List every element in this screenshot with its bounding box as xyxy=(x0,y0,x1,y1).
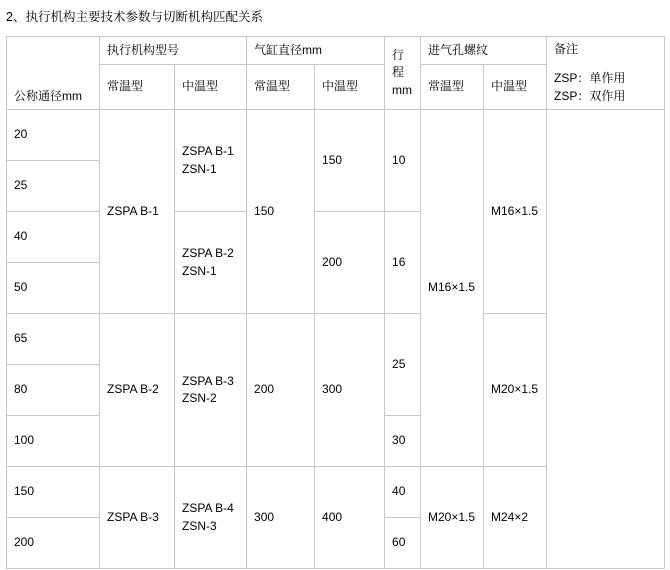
subheader-thread-medium: 中温型 xyxy=(484,65,547,110)
cell-thread-normal: M20×1.5 xyxy=(421,467,484,569)
cell-nominal-diameter: 65 xyxy=(7,314,100,365)
cell-cylinder-medium: 150 xyxy=(315,110,385,212)
header-remark xyxy=(547,37,665,110)
cell-cylinder-normal: 200 xyxy=(247,314,315,467)
header-air-inlet-thread: 进气孔螺纹 xyxy=(421,37,547,65)
remark-line-2: ZSP：双作用 xyxy=(554,88,626,103)
cell-nominal-diameter: 100 xyxy=(7,416,100,467)
cell-stroke: 30 xyxy=(385,416,421,467)
cell-actuator-normal: ZSPA B-2 xyxy=(100,314,175,467)
cell-cylinder-medium: 200 xyxy=(315,212,385,314)
table-row xyxy=(7,110,665,161)
cell-actuator-medium xyxy=(175,314,247,467)
cell-nominal-diameter: 25 xyxy=(7,161,100,212)
actuator-medium-line1: ZSPA B-3 xyxy=(182,373,234,388)
cell-cylinder-normal: 300 xyxy=(247,467,315,569)
cell-cylinder-medium: 400 xyxy=(315,467,385,569)
actuator-medium-line2: ZSN-1 xyxy=(182,161,217,176)
remark-line-1: ZSP：单作用 xyxy=(554,71,626,86)
cell-stroke: 16 xyxy=(385,212,421,314)
cell-nominal-diameter: 150 xyxy=(7,467,100,518)
cell-thread-medium: M20×1.5 xyxy=(484,314,547,467)
cell-thread-medium: M24×2 xyxy=(484,467,547,569)
header-cylinder-diameter: 气缸直径mm xyxy=(247,37,385,65)
cell-remark-body xyxy=(547,110,665,569)
cell-nominal-diameter: 40 xyxy=(7,212,100,263)
cell-thread-normal: M16×1.5 xyxy=(421,110,484,467)
actuator-medium-line2: ZSN-3 xyxy=(182,518,217,533)
cell-cylinder-medium: 300 xyxy=(315,314,385,467)
actuator-medium-line1: ZSPA B-2 xyxy=(182,246,234,261)
table-caption: 2、执行机构主要技术参数与切断机构匹配关系 xyxy=(6,10,263,24)
cell-actuator-normal: ZSPA B-1 xyxy=(100,110,175,314)
subheader-thread-normal: 常温型 xyxy=(421,65,484,110)
cell-actuator-medium xyxy=(175,467,247,569)
actuator-medium-line2: ZSN-1 xyxy=(182,263,217,278)
header-remark-label: 备注 xyxy=(554,42,579,56)
subheader-cylinder-normal: 常温型 xyxy=(247,65,315,110)
subheader-cylinder-medium: 中温型 xyxy=(315,65,385,110)
header-stroke-line1: 行程 xyxy=(392,48,405,80)
cell-nominal-diameter: 50 xyxy=(7,263,100,314)
cell-nominal-diameter: 80 xyxy=(7,365,100,416)
cell-stroke: 60 xyxy=(385,518,421,569)
cell-nominal-diameter: 200 xyxy=(7,518,100,569)
cell-stroke: 10 xyxy=(385,110,421,212)
header-stroke xyxy=(385,37,421,110)
cell-actuator-medium xyxy=(175,110,247,212)
header-stroke-line2: mm xyxy=(392,82,413,97)
header-nominal-diameter: 公称通径mm xyxy=(7,37,100,110)
subheader-actuator-normal: 常温型 xyxy=(100,65,175,110)
subheader-actuator-medium: 中温型 xyxy=(175,65,247,110)
header-row-group xyxy=(7,37,665,65)
cell-stroke: 25 xyxy=(385,314,421,416)
cell-actuator-normal: ZSPA B-3 xyxy=(100,467,175,569)
cell-cylinder-normal: 150 xyxy=(247,110,315,314)
header-actuator-model: 执行机构型号 xyxy=(100,37,247,65)
actuator-medium-line2: ZSN-2 xyxy=(182,391,217,406)
cell-nominal-diameter: 20 xyxy=(7,110,100,161)
cell-stroke: 40 xyxy=(385,467,421,518)
specification-table xyxy=(6,36,665,569)
cell-thread-medium: M16×1.5 xyxy=(484,110,547,314)
actuator-medium-line1: ZSPA B-1 xyxy=(182,144,234,159)
actuator-medium-line1: ZSPA B-4 xyxy=(182,501,234,516)
cell-actuator-medium xyxy=(175,212,247,314)
